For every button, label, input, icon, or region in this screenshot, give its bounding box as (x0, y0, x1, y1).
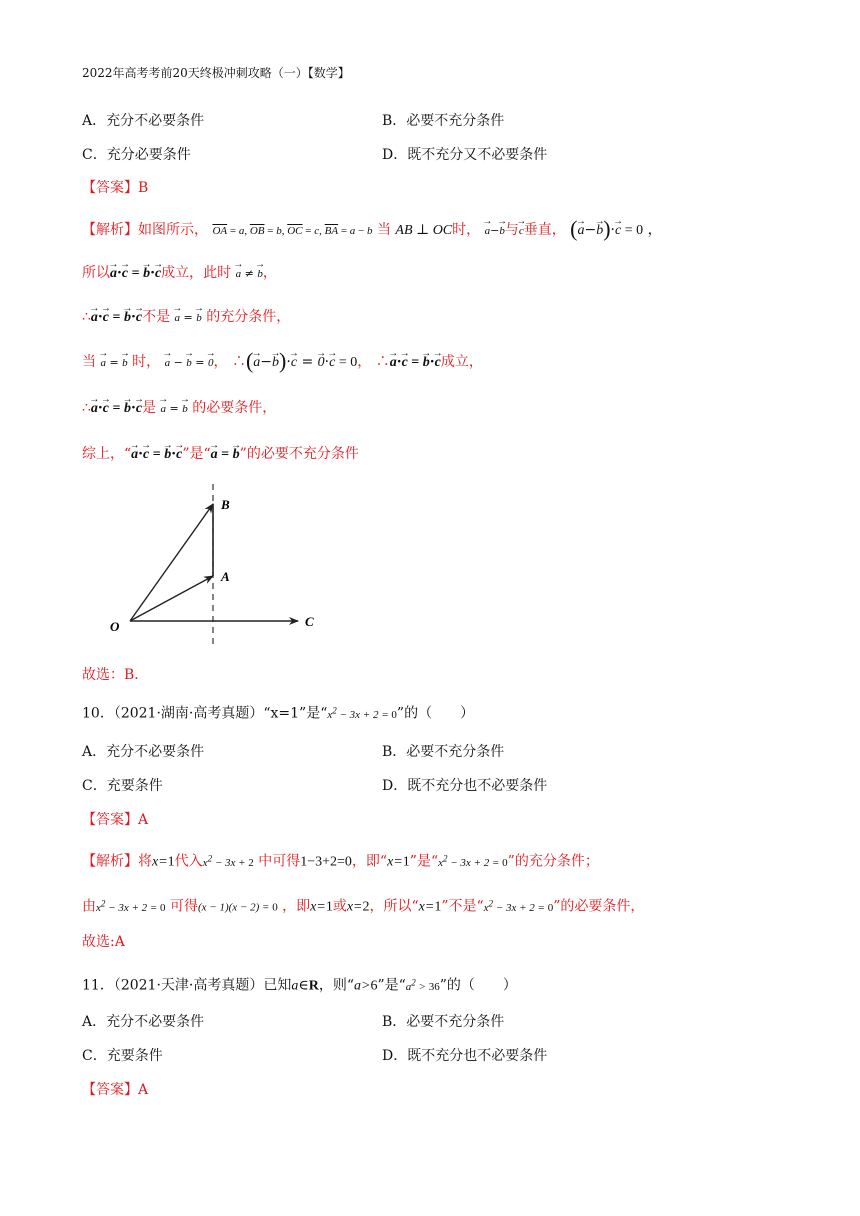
q10-option-b: B．必要不充分条件 (382, 744, 505, 760)
q9-explain-line-2: 所以→ a·→ c = → b·→ c成立，此时 → a ≠ → b， (82, 263, 277, 284)
q9-conclusion: 故选：B． (82, 667, 149, 683)
q10-option-c: C．充要条件 (82, 778, 163, 794)
vector-ob-arrow (130, 504, 213, 621)
vector-figure (100, 478, 330, 658)
q10-explain-line-2: 由$x^2 - 3x + 2 = 0$ 可得(x − 1)(x − 2) = 0 ，即x=1或x=2，所以“x=1”不是“$x^2 - 3x + 2 = 0$”的必要条件， (82, 898, 645, 915)
label-b: B (221, 497, 230, 512)
q9-option-a: A．充分不必要条件 (82, 113, 205, 129)
q11-option-c: C．充要条件 (82, 1048, 163, 1064)
q9-option-d: D．既不充分又不必要条件 (382, 147, 548, 163)
q9-explain-line-6: 综上，“→ a·→ c = → b·→ c”是“→ a = → b”的必要不充分条件 (82, 444, 359, 465)
q11-answer: 【答案】A (82, 1082, 149, 1098)
q10-conclusion: 故选:A (82, 934, 125, 950)
q11-option-d: D．既不充分也不必要条件 (382, 1048, 548, 1064)
page-header: 2022年高考考前20天终极冲刺攻略（一）【数学】 (82, 66, 350, 80)
q10-option-d: D．既不充分也不必要条件 (382, 778, 548, 794)
q9-explain-line-4: 当 → a = → b 时， → a − → b = → 0， ∴(→ a−→ b)·→ c = → 0·→ c = 0， ∴→ a·→ c = → b·→ c成立， (82, 351, 483, 373)
q10-explain-line-1: 【解析】将x=1代入$x^2 - 3x + 2$ 中可得1−3+2=0，即“x=1”是“$x^2 - 3x + 2 = 0$”的充分条件； (82, 853, 599, 870)
label-a: A (221, 569, 230, 584)
q11-option-a: A．充分不必要条件 (82, 1014, 205, 1030)
q11-option-b: B．必要不充分条件 (382, 1014, 505, 1030)
label-o: O (110, 619, 120, 634)
label-c: C (305, 614, 314, 629)
q9-option-c: C．充分必要条件 (82, 147, 191, 163)
q10-answer: 【答案】A (82, 812, 149, 828)
q10-option-a: A．充分不必要条件 (82, 744, 205, 760)
q9-answer: 【答案】B (82, 180, 149, 196)
q10-stem: 10．（2021·湖南·高考真题）“x=1”是“$x^2 - 3x + 2 = 0$”的（ ） (82, 705, 475, 722)
q9-explain-line-1: 【解析】如图所示， $\overline{OA} = a$, $\overline{OB} = b$, $\overline{OC} = c$, $\overline{BA} = a - b$ 当 AB ⊥ OC时， → a−→ b与→ c垂直， (→ a−→ b)·→ c = 0 ， (82, 219, 662, 241)
q9-explain-line-5: ∴→ a·→ c = → b·→ c是 → a = → b 的必要条件， (82, 398, 276, 419)
q9-vector-defs: $\overline{OA} = a$, $\overline{OB} = b$, $\overline{OC} = c$, $\overline{BA} = a - b$ (212, 225, 373, 237)
q9-option-b: B．必要不充分条件 (382, 113, 505, 129)
q9-explain-tag: 【解析】 (82, 222, 138, 238)
q11-stem: 11．（2021·天津·高考真题）已知a∈R，则“a>6”是“$a^2 > 36$”的（ ） (82, 977, 517, 994)
q9-explain-line-3: ∴→ a·→ c = → b·→ c不是 → a = → b 的充分条件， (82, 307, 290, 328)
vector-oa-arrow (130, 576, 213, 621)
